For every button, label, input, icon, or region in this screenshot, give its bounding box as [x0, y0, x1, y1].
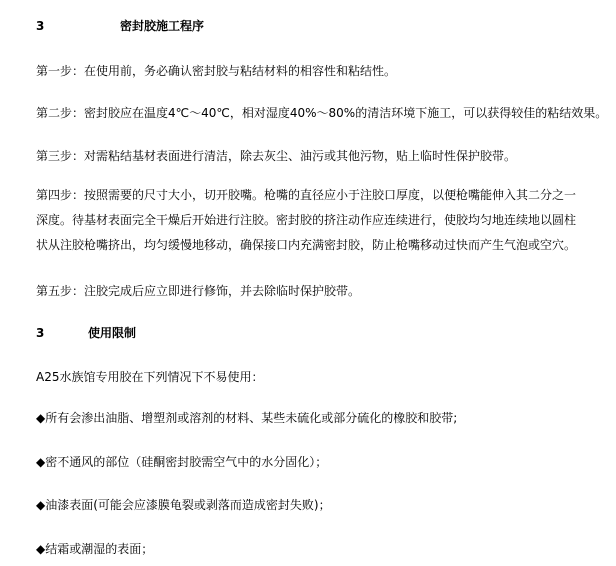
- step-4: 第四步：按照需要的尺寸大小，切开胶嘴。枪嘴的直径应小于注胶口厚度，以便枪嘴能伸入其二分之一深度。待基材表面完全干燥后开始进行注胶。密封胶的挤注动作应连续进行，使胶均匀地连续地以圆柱状从注胶枪嘴挤出，均匀缓慢地移动，确保接口内充满密封胶，防止枪嘴移动过快而产生气泡或空穴。: [36, 188, 577, 252]
- limit-item: ◆结霜或潮湿的表面；: [36, 542, 154, 556]
- section-heading-limits: [36, 325, 136, 341]
- section-title: 使用限制: [88, 326, 137, 340]
- section-number: 3: [36, 19, 45, 33]
- limit-item: ◆油漆表面(可能会应漆膜龟裂或剥落而造成密封失败)；: [36, 498, 331, 512]
- limits-intro: A25水族馆专用胶在下列情况下不易使用：: [36, 370, 264, 384]
- step-5: 第五步：注胶完成后应立即进行修饰，并去除临时保护胶带。: [36, 284, 361, 298]
- section-heading-construction: [36, 18, 204, 34]
- step-2: 第二步：密封胶应在温度4℃～40℃，相对湿度40%～80%的清洁环境下施工，可以获得较佳的粘结效果。: [36, 106, 608, 120]
- step-3: 第三步：对需粘结基材表面进行清洁，除去灰尘、油污或其他污物，贴上临时性保护胶带。: [36, 149, 517, 163]
- limit-item: ◆所有会渗出油脂、增塑剂或溶剂的材料、某些未硫化或部分硫化的橡胶和胶带;: [36, 411, 458, 425]
- limit-item: ◆密不通风的部位（硅酮密封胶需空气中的水分固化）；: [36, 455, 328, 469]
- step-1: 第一步：在使用前，务必确认密封胶与粘结材料的相容性和粘结性。: [36, 64, 397, 78]
- section-title: 密封胶施工程序: [120, 19, 205, 33]
- section-number: 3: [36, 326, 45, 340]
